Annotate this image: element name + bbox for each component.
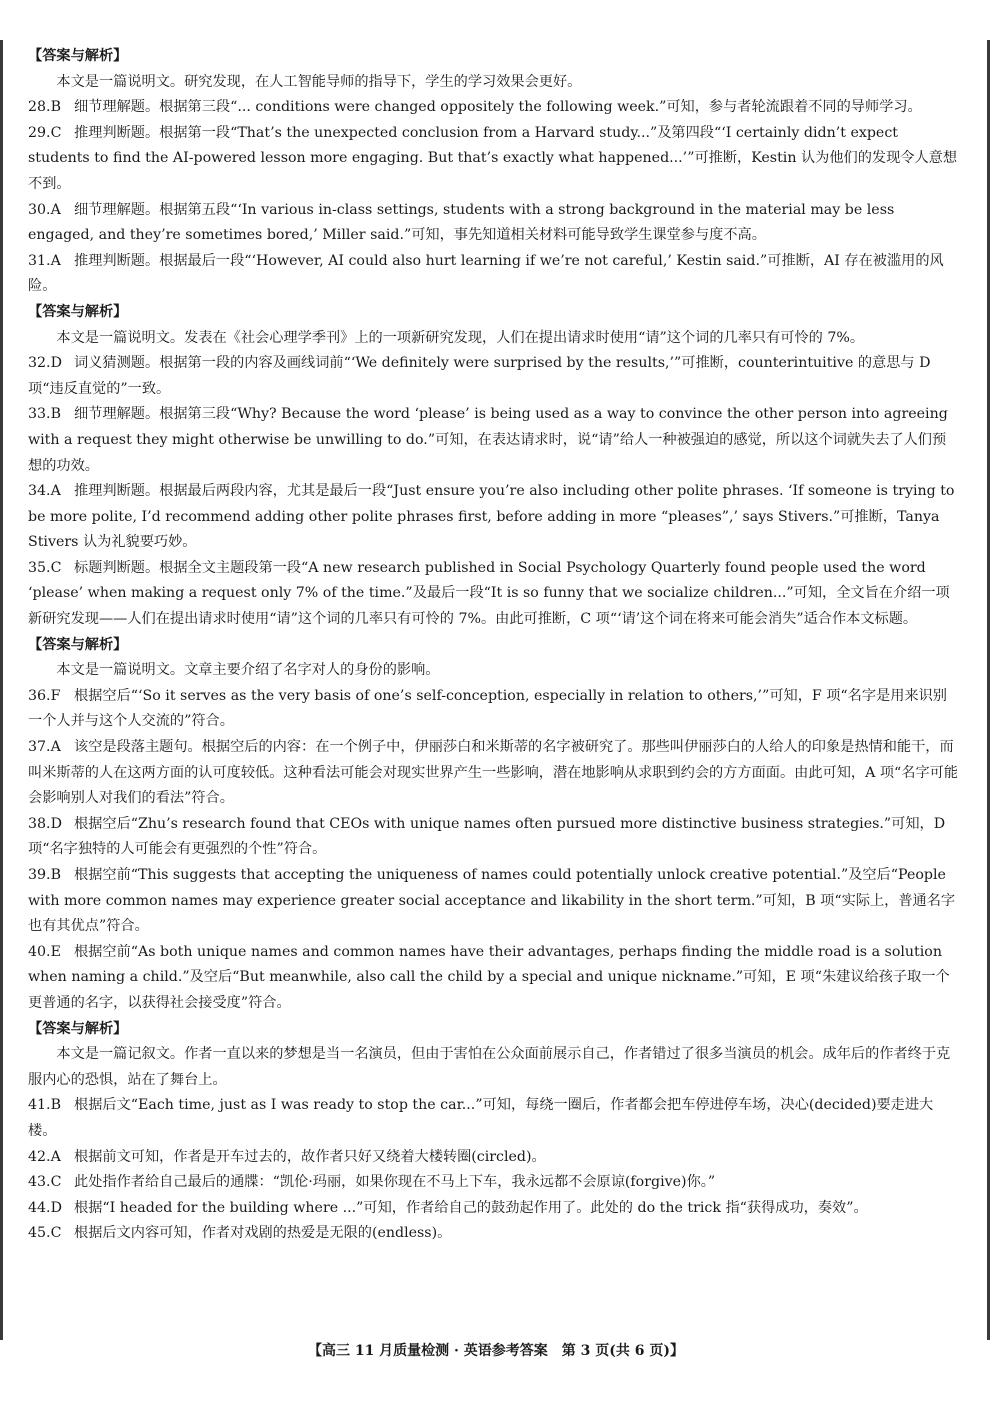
page-border-left <box>0 40 3 1340</box>
answer-number: 37.A <box>28 739 61 756</box>
answer-content <box>28 44 958 1247</box>
answer-number: 42.A <box>28 1148 61 1165</box>
answer-number: 32.D <box>28 355 62 372</box>
answer-item <box>28 1093 958 1144</box>
answer-item <box>28 121 958 198</box>
answer-number: 36.F <box>28 687 61 704</box>
answer-number: 31.A <box>28 252 61 269</box>
section-intro: 本文是一篇记叙文。作者一直以来的梦想是当一名演员，但由于害怕在公众面前展示自己，作者错过了很多当演员的机会。成年后的作者终于克服内心的恐惧，站在了舞台上。 <box>28 1046 951 1088</box>
answer-item <box>28 351 958 402</box>
answer-number: 44.D <box>28 1199 62 1216</box>
section-header: 【答案与解析】 <box>28 48 128 64</box>
section-header: 【答案与解析】 <box>28 1020 128 1037</box>
answer-number: 34.A <box>28 483 61 500</box>
answer-explanation: 细节理解题。根据第三段“... conditions were changed oppositely the following week.”可知，参与者轮流跟着不同的导师学习。 <box>74 99 922 116</box>
answer-item <box>28 940 958 1017</box>
answer-number: 43.C <box>28 1174 62 1191</box>
answer-explanation: 根据后文内容可知，作者对戏剧的热爱是无限的(endless)。 <box>74 1225 452 1242</box>
answer-section <box>28 1017 958 1247</box>
answer-number: 29.C <box>28 124 62 141</box>
answer-explanation: 推理判断题。根据第一段“That’s the unexpected conclusion from a Harvard study...”及第四段“‘I certainly didn’t expect students to find the AI-powered lesson more engaging. But that’s exactly what happened...’”可推断，Kestin 认为他们的发现令人意想不到。 <box>28 124 958 192</box>
answer-explanation: 细节理解题。根据第五段“‘In various in-class settings, students with a strong background in the material may be less engaged, and they’re sometimes bored,’ Miller said.”可知，事先知道相关材料可能导致学生课堂参与度不高。 <box>28 201 895 244</box>
answer-explanation: 根据后文“Each time, just as I was ready to stop the car...”可知，每绕一圈后，作者都会把车停进停车场，决心(decided)要走进大楼。 <box>28 1097 934 1139</box>
answer-item <box>28 249 958 300</box>
answer-item <box>28 402 958 479</box>
section-header: 【答案与解析】 <box>28 303 128 320</box>
answer-explanation: 根据空后“‘So it serves as the very basis of one’s self-conception, especially in relation to others,’”可知，F 项“名字是用来识别一个人并与这个人交流的”符合。 <box>28 687 947 730</box>
section-intro: 本文是一篇说明文。发表在《社会心理学季刊》上的一项新研究发现，人们在提出请求时使用“请”这个词的几率只有可怜的 7%。 <box>56 329 865 346</box>
answer-explanation: 根据空前“This suggests that accepting the uniqueness of names could potentially unlock creative potential.”及空后“People with more common names may experience greater social acceptance and likability in the short term.”可知，B 项“实际上，普通名字也有其优点”符合。 <box>28 867 956 935</box>
answer-section <box>28 300 958 633</box>
answer-item <box>28 95 958 121</box>
answer-explanation: 词义猜测题。根据第一段的内容及画线词前“‘We definitely were surprised by the results,’”可推断，counterintuitive 的意思与 D 项“违反直觉的”一致。 <box>28 355 931 397</box>
answer-number: 40.E <box>28 943 61 960</box>
answer-item <box>28 812 958 863</box>
answer-number: 35.C <box>28 559 62 576</box>
answer-item <box>28 198 958 249</box>
answer-item <box>28 479 958 556</box>
answer-number: 41.B <box>28 1097 61 1114</box>
section-intro: 本文是一篇说明文。研究发现，在人工智能导师的指导下，学生的学习效果会更好。 <box>56 73 582 90</box>
answer-item <box>28 1221 958 1247</box>
answer-item <box>28 684 958 735</box>
answer-explanation: 根据“I headed for the building where ...”可知，作者给自己的鼓劲起作用了。此处的 do the trick 指“获得成功，奏效”。 <box>74 1199 868 1216</box>
answer-explanation: 标题判断题。根据全文主题段第一段“A new research published in Social Psychology Quarterly found people used the word ‘please’ when making a request only 7% of the time.”及最后一段“It is so funny that we socialize children...”可知，全文旨在介绍一项新研究发现——人们在提出请求时使用“请”这个词的几率只有可怜的 7%。由此可推断，C 项“‘请’这个词在将来可能会消失”适合作本文标题。 <box>28 559 950 628</box>
answer-number: 39.B <box>28 867 61 883</box>
answer-section <box>28 44 958 300</box>
answer-explanation: 细节理解题。根据第三段“Why? Because the word ‘please’ is being used as a way to convince the other person into agreeing with a request they might otherwise be unwilling to do.”可知，在表达请求时，说“请”给人一种被强迫的感觉，所以这个词就失去了人们预想的功效。 <box>28 406 948 474</box>
answer-item <box>28 1170 958 1196</box>
answer-section <box>28 633 958 1017</box>
answer-explanation: 此处指作者给自己最后的通牒：“凯伦·玛丽，如果你现在不马上下车，我永远都不会原谅(forgive)你。” <box>74 1174 716 1191</box>
answer-number: 33.B <box>28 406 61 423</box>
section-header: 【答案与解析】 <box>28 636 128 653</box>
page-border-right <box>987 40 990 1340</box>
section-intro: 本文是一篇说明文。文章主要介绍了名字对人的身份的影响。 <box>56 662 440 679</box>
page-footer: 【高三 11 月质量检测 · 英语参考答案 第 3 页(共 6 页)】 <box>307 1343 685 1359</box>
answer-item <box>28 735 958 812</box>
answer-number: 45.C <box>28 1225 62 1242</box>
answer-explanation: 推理判断题。根据最后两段内容，尤其是最后一段“Just ensure you’re also including other polite phrases. ‘If someone is trying to be more polite, I’d recommend adding other polite phrases first, before adding in more “pleases”,’ says Stivers.”可推断，Tanya Stivers 认为礼貌要巧妙。 <box>28 483 955 551</box>
answer-explanation: 根据空后“Zhu’s research found that CEOs with unique names often pursued more distinctive business strategies.”可知，D 项“名字独特的人可能会有更强烈的个性”符合。 <box>28 815 946 858</box>
answer-explanation: 该空是段落主题句。根据空后的内容：在一个例子中，伊丽莎白和米斯蒂的名字被研究了。那些叫伊丽莎白的人给人的印象是热情和能干，而叫米斯蒂的人在这两方面的认可度较低。这种看法可能会对现实世界产生一些影响，潜在地影响从求职到约会的方方面面。由此可知，A 项“名字可能会影响别人对我们的看法”符合。 <box>28 739 959 807</box>
answer-item <box>28 556 958 633</box>
answer-item <box>28 863 958 940</box>
answer-number: 38.D <box>28 815 62 832</box>
answer-explanation: 根据空前“As both unique names and common names have their advantages, perhaps finding the middle road is a solution when naming a child.”及空后“But meanwhile, also call the child by a special and unique nickname.”可知，E 项“朱建议给孩子取一个更普通的名字，以获得社会接受度”符合。 <box>28 943 950 1011</box>
answer-number: 30.A <box>28 201 61 218</box>
answer-number: 28.B <box>28 99 61 116</box>
answer-item <box>28 1196 958 1222</box>
answer-explanation: 推理判断题。根据最后一段“‘However, AI could also hurt learning if we’re not careful,’ Kestin said.”可推断，AI 存在被滥用的风险。 <box>28 252 944 295</box>
answer-item <box>28 1145 958 1171</box>
answer-explanation: 根据前文可知，作者是开车过去的，故作者只好又绕着大楼转圈(circled)。 <box>74 1148 546 1165</box>
